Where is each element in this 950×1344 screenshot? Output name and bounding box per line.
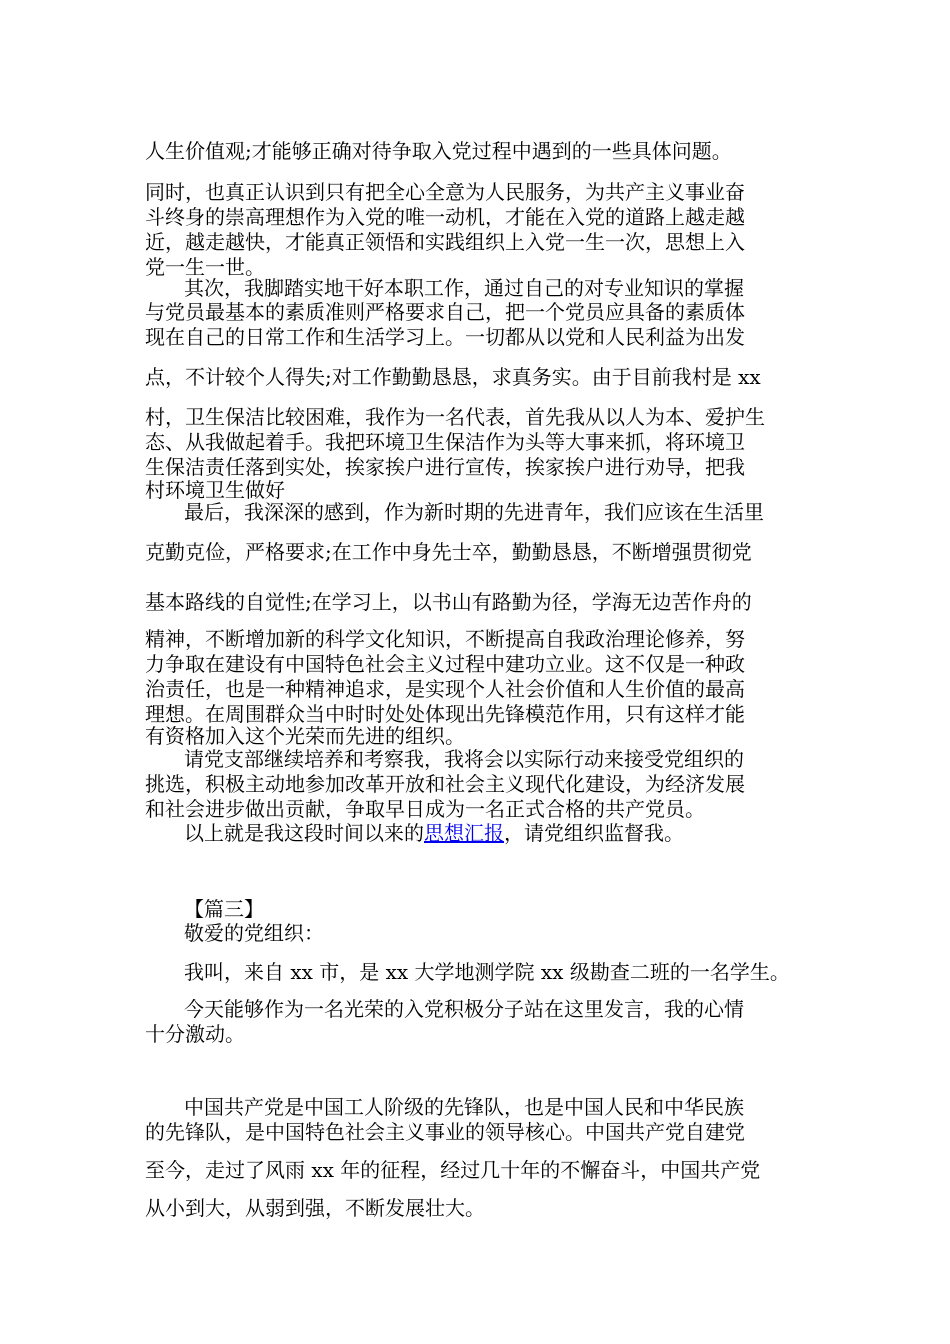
text-line: 今天能够作为一名光荣的入党积极分子站在这里发言，我的心情 — [184, 997, 744, 1021]
text-line: 的先锋队，是中国特色社会主义事业的领导核心。中国共产党自建党 — [145, 1120, 745, 1144]
text-line: 精神，不断增加新的科学文化知识，不断提高自我政治理论修养，努 — [145, 627, 745, 651]
text-line: 点，不计较个人得失;对工作勤勤恳恳，求真务实。由于目前我村是 xx — [145, 365, 761, 389]
thought-report-link[interactable]: 思想汇报 — [424, 821, 504, 845]
text-line: 最后，我深深的感到，作为新时期的先进青年，我们应该在生活里 — [184, 500, 764, 524]
text-line: 与党员最基本的素质准则严格要求自己，把一个党员应具备的素质体 — [145, 300, 745, 324]
text-line: 基本路线的自觉性;在学习上，以书山有路勤为径，学海无边苦作舟的 — [145, 590, 752, 614]
text-line: 从小到大，从弱到强，不断发展壮大。 — [145, 1196, 485, 1220]
text-line: 治责任，也是一种精神追求，是实现个人社会价值和人生价值的最高 — [145, 677, 745, 701]
text-line: 十分激动。 — [145, 1022, 245, 1046]
text-line: 理想。在周围群众当中时时处处体现出先锋模范作用，只有这样才能 — [145, 702, 745, 726]
text-line: 其次，我脚踏实地干好本职工作，通过自己的对专业知识的掌握 — [184, 276, 744, 300]
text-line: 同时，也真正认识到只有把全心全意为人民服务，为共产主义事业奋 — [145, 180, 745, 204]
closing-line — [184, 821, 950, 845]
text-line: 克勤克俭，严格要求;在工作中身先士卒，勤勤恳恳，不断增强贯彻党 — [145, 540, 752, 564]
text-line: 中国共产党是中国工人阶级的先锋队，也是中国人民和中华民族 — [184, 1095, 744, 1119]
text-line: 近，越走越快，才能真正领悟和实践组织上入党一生一次，思想上入 — [145, 230, 745, 254]
text-line: 至今，走过了风雨 xx 年的征程，经过几十年的不懈奋斗，中国共产党 — [145, 1158, 761, 1182]
text-line: 人生价值观;才能够正确对待争取入党过程中遇到的一些具体问题。 — [145, 139, 732, 163]
text-line: 现在自己的日常工作和生活学习上。一切都从以党和人民利益为出发 — [145, 325, 745, 349]
closing-text-before: 以上就是我这段时间以来的 — [184, 821, 424, 845]
text-line: 村环境卫生做好 — [145, 478, 285, 502]
text-line: 斗终身的崇高理想作为入党的唯一动机，才能在入党的道路上越走越 — [145, 205, 745, 229]
text-line: 力争取在建设有中国特色社会主义过程中建功立业。这不仅是一种政 — [145, 652, 745, 676]
salutation: 敬爱的党组织： — [184, 921, 324, 945]
text-line: 生保洁责任落到实处，挨家挨户进行宣传，挨家挨户进行劝导，把我 — [145, 455, 745, 479]
closing-text-after: ，请党组织监督我。 — [504, 821, 684, 845]
text-line: 党一生一世。 — [145, 255, 265, 279]
text-line: 有资格加入这个光荣而先进的组织。 — [145, 724, 465, 748]
section-heading: 【篇三】 — [184, 897, 264, 921]
text-line: 态、从我做起着手。我把环境卫生保洁作为头等大事来抓，将环境卫 — [145, 430, 745, 454]
text-line: 我叫，来自 xx 市，是 xx 大学地测学院 xx 级勘查二班的一名学生。 — [184, 960, 790, 984]
text-line: 和社会进步做出贡献，争取早日成为一名正式合格的共产党员。 — [145, 797, 705, 821]
text-line: 挑选，积极主动地参加改革开放和社会主义现代化建设，为经济发展 — [145, 772, 745, 796]
text-line: 村，卫生保洁比较困难，我作为一名代表，首先我从以人为本、爱护生 — [145, 405, 765, 429]
text-line: 请党支部继续培养和考察我，我将会以实际行动来接受党组织的 — [184, 747, 744, 771]
